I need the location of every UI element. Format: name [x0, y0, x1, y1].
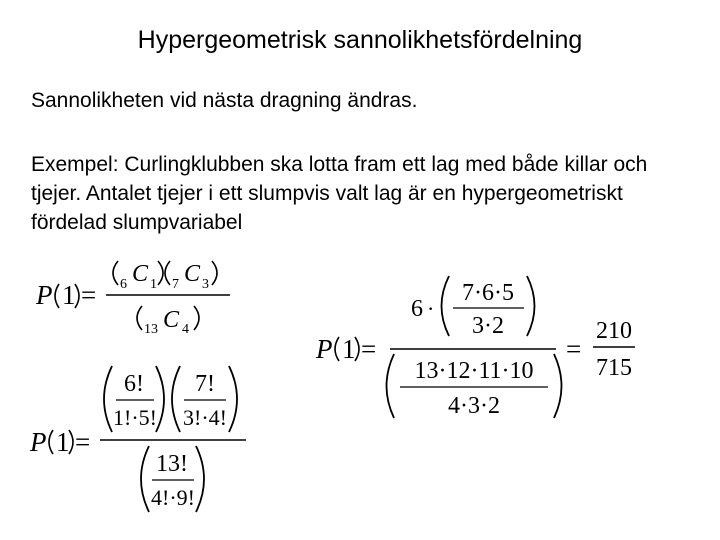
lhs-function: P — [36, 280, 53, 310]
page-title: Hypergeometrisk sannolikhetsfördelning — [137, 26, 583, 54]
comb-letter: C — [184, 261, 201, 287]
lhs-function: P — [30, 427, 47, 457]
product-denominator: 3·2 — [472, 313, 504, 339]
multiplication-dot: · — [427, 296, 435, 321]
example-text: Exempel: Curlingklubben ska lotta fram ett lag med både killar och tjejer. Antalet tjejer i ett slumpvis valt lag är en hypergeometriskt fördelad slumpvariabel — [31, 153, 648, 234]
equals-sign: = — [361, 334, 377, 364]
formula-expanded — [312, 270, 652, 430]
product-denominator: 4·3·2 — [448, 393, 500, 419]
formula-combinations — [30, 255, 260, 345]
lhs-argument: 1 — [56, 427, 70, 457]
result-numerator: 210 — [596, 318, 632, 344]
product-numerator: 13·12·11·10 — [414, 358, 534, 384]
product-numerator: 7·6·5 — [462, 280, 514, 306]
equals-sign: = — [566, 334, 582, 364]
lhs-function: P — [316, 334, 333, 364]
comb-letter: C — [132, 261, 149, 287]
factorial-numerator: 13! — [156, 451, 188, 477]
equals-sign: = — [81, 280, 97, 310]
factorial-denominator: 1!·5! — [113, 405, 157, 430]
comb-n: 13 — [144, 322, 158, 337]
factorial-denominator: 3!·4! — [183, 405, 227, 430]
comb-letter: C — [163, 307, 180, 333]
intro-text: Sannolikheten vid nästa dragning ändras. — [31, 89, 418, 112]
comb-n: 6 — [120, 277, 127, 292]
factorial-numerator: 7! — [195, 371, 215, 397]
factorial-denominator: 4!·9! — [151, 485, 195, 510]
comb-n: 7 — [172, 277, 179, 292]
comb-k: 4 — [182, 322, 189, 337]
factorial-numerator: 6! — [124, 371, 144, 397]
lhs-argument: 1 — [62, 280, 76, 310]
coefficient: 6 — [411, 296, 423, 322]
lhs-argument: 1 — [342, 334, 356, 364]
comb-k: 3 — [202, 277, 209, 292]
comb-k: 1 — [150, 277, 157, 292]
equals-sign: = — [75, 427, 91, 457]
formula-factorials — [28, 362, 258, 517]
result-denominator: 715 — [596, 355, 632, 381]
